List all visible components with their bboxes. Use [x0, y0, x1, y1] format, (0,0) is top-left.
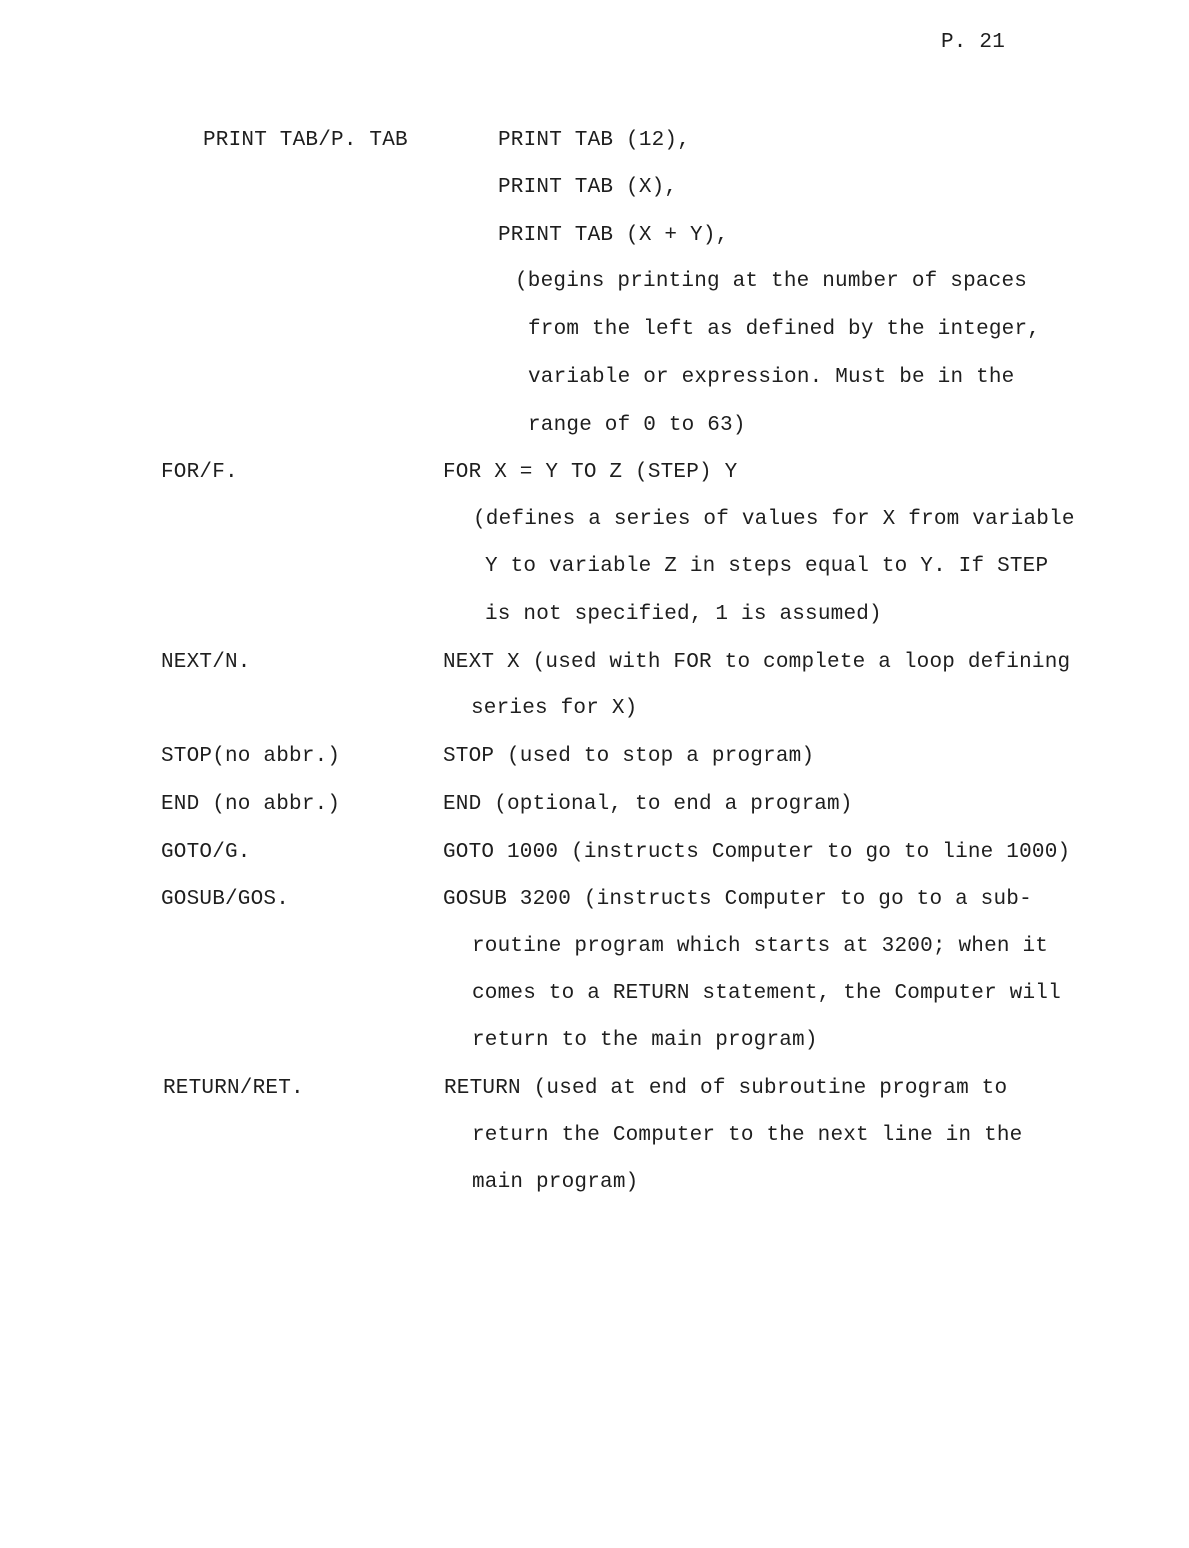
- syntax-line: PRINT TAB (X),: [498, 176, 678, 199]
- syntax-line: GOTO 1000 (instructs Computer to go to line 1000): [443, 841, 1071, 864]
- page-number: P. 21: [941, 31, 1006, 54]
- command-stop: STOP(no abbr.): [161, 745, 341, 768]
- syntax-line: NEXT X (used with FOR to complete a loop defining: [443, 651, 1071, 674]
- description-line: series for X): [471, 697, 638, 720]
- description-line: is not specified, 1 is assumed): [485, 603, 882, 626]
- command-print-tab: PRINT TAB/P. TAB: [203, 129, 408, 152]
- syntax-line: FOR X = Y TO Z (STEP) Y: [443, 461, 738, 484]
- syntax-line: GOSUB 3200 (instructs Computer to go to a sub-: [443, 888, 1032, 911]
- description-line: range of 0 to 63): [528, 414, 746, 437]
- description-line: (begins printing at the number of spaces: [515, 270, 1028, 293]
- description-line: routine program which starts at 3200; when it: [472, 935, 1049, 958]
- description-line: return the Computer to the next line in the: [472, 1124, 1023, 1147]
- syntax-line: END (optional, to end a program): [443, 793, 853, 816]
- syntax-line: STOP (used to stop a program): [443, 745, 815, 768]
- command-for: FOR/F.: [161, 461, 238, 484]
- syntax-line: PRINT TAB (12),: [498, 129, 691, 152]
- description-line: from the left as defined by the integer,: [528, 318, 1041, 341]
- syntax-line: RETURN (used at end of subroutine program to: [444, 1077, 1008, 1100]
- command-return: RETURN/RET.: [163, 1077, 304, 1100]
- syntax-line: PRINT TAB (X + Y),: [498, 224, 729, 247]
- description-line: Y to variable Z in steps equal to Y. If STEP: [485, 555, 1049, 578]
- command-end: END (no abbr.): [161, 793, 341, 816]
- description-line: main program): [472, 1171, 639, 1194]
- description-line: variable or expression. Must be in the: [528, 366, 1015, 389]
- description-line: return to the main program): [472, 1029, 818, 1052]
- command-gosub: GOSUB/GOS.: [161, 888, 290, 911]
- command-next: NEXT/N.: [161, 651, 251, 674]
- description-line: (defines a series of values for X from variable: [473, 508, 1075, 531]
- description-line: comes to a RETURN statement, the Computer will: [472, 982, 1061, 1005]
- command-goto: GOTO/G.: [161, 841, 251, 864]
